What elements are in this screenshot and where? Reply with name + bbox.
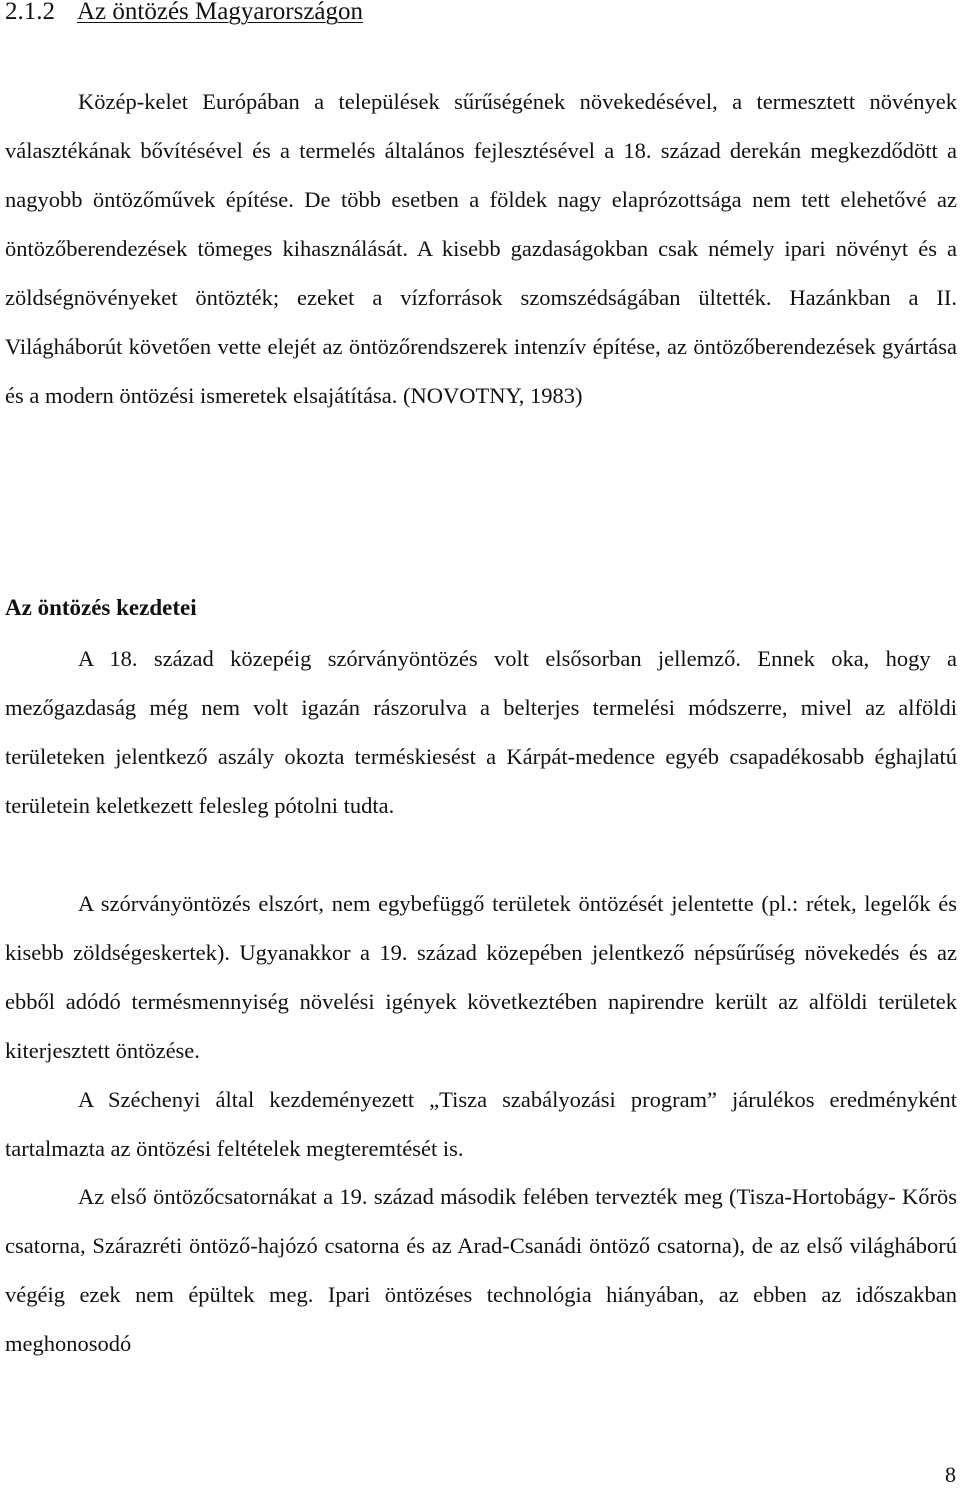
beginnings-heading: Az öntözés kezdetei xyxy=(5,595,197,620)
beginnings-paragraph-1: A 18. század közepéig szórványöntözés volt elsősorban jellemző. Ennek oka, hogy a mezőgazdaság még nem volt igazán rászorulva a belterjes termelési módszerre, mivel az alföldi területeken jelentkező aszály okozta terméskiesést a Kárpát-medence egyéb csapadékosabb éghajlatú területein keletkezett felesleg pótolni tudta. xyxy=(5,646,957,818)
section-heading xyxy=(5,0,363,30)
section-number: 2.1.2 xyxy=(5,0,55,25)
beginnings-paragraph-3: A Széchenyi által kezdeményezett „Tisza szabályozási program” járulékos eredményként tartalmazta az öntözési feltételek megteremtését is. xyxy=(5,1087,957,1161)
page-number: 8 xyxy=(945,1462,956,1487)
intro-paragraph: Közép-kelet Európában a települések sűrűségének növekedésével, a termesztett növények választékának bővítésével és a termelés általános fejlesztésével a 18. század derekán megkezdődött a nagyobb öntözőművek építése. De több esetben a földek nagy elaprózottsága nem tett elehetővé az öntözőberendezések tömeges kihasználását. A kisebb gazdaságokban csak némely ipari növényt és a zöldségnövényeket öntözték; ezeket a vízforrások szomszédságában ültették. Hazánkban a II. Világháborút követően vette elejét az öntözőrendszerek intenzív építése, az öntözőberendezések gyártása és a modern öntözési ismeretek elsajátítása. (NOVOTNY, 1983) xyxy=(5,89,957,408)
beginnings-paragraph-4: Az első öntözőcsatornákat a 19. század második felében tervezték meg (Tisza-Hortobágy- Kőrös csatorna, Szárazréti öntöző-hajózó csatorna és az Arad-Csanádi öntöző csatorna), de az első világháború végéig ezek nem épültek meg. Ipari öntözéses technológia hiányában, az ebben az időszakban meghonosodó xyxy=(5,1184,957,1356)
beginnings-paragraph-2: A szórványöntözés elszórt, nem egybefüggő területek öntözését jelentette (pl.: rétek, legelők és kisebb zöldségeskertek). Ugyanakkor a 19. század közepében jelentkező népsűrűség növekedés és az ebből adódó termésmennyiség növelési igények következtében napirendre került az alföldi területek kiterjesztett öntözése. xyxy=(5,891,957,1063)
section-title: Az öntözés Magyarországon xyxy=(77,0,364,25)
